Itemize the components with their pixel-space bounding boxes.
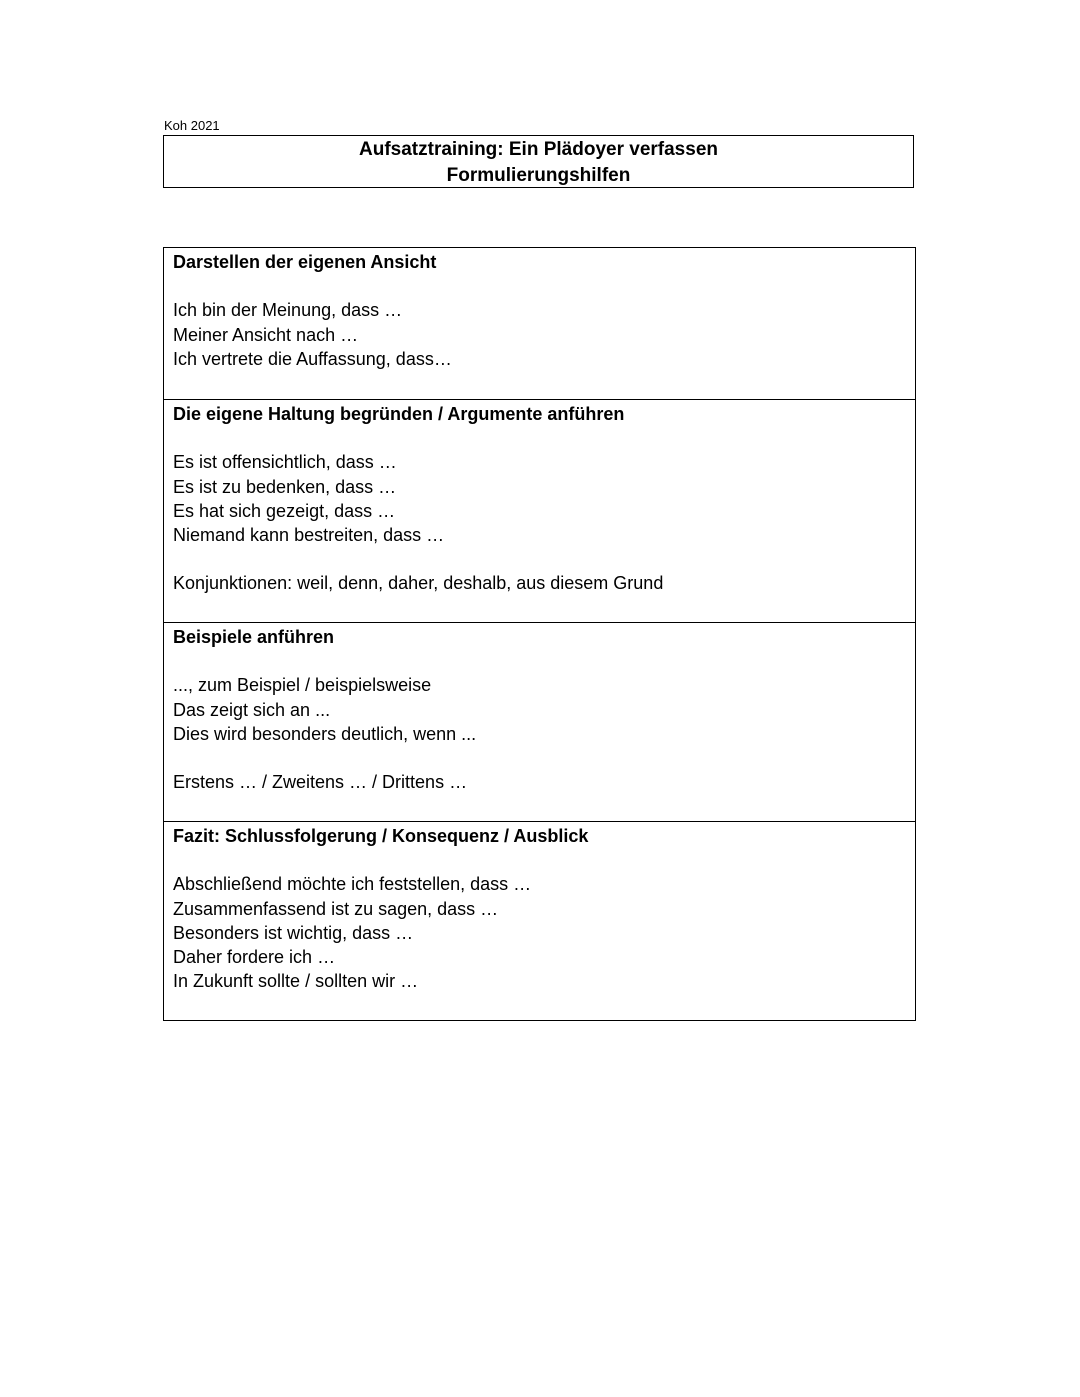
phrase-line: Das zeigt sich an ...: [173, 699, 331, 720]
section-examples: [164, 622, 915, 821]
phrase-line: Ich bin der Meinung, dass …: [173, 300, 403, 321]
phrase-line: Dies wird besonders deutlich, wenn ...: [173, 723, 477, 744]
phrase-line: Zusammenfassend ist zu sagen, dass …: [173, 898, 499, 919]
section-heading: Beispiele anführen: [173, 627, 335, 647]
section-arguments: [164, 399, 915, 622]
phrase-line: Es ist offensichtlich, dass …: [173, 452, 397, 473]
section-heading: Fazit: Schlussfolgerung / Konsequenz / Ausblick: [173, 826, 589, 846]
section-heading: Darstellen der eigenen Ansicht: [173, 252, 437, 272]
author-year: Koh 2021: [164, 118, 220, 133]
phrase-line: Es hat sich gezeigt, dass …: [173, 500, 396, 521]
phrase-line: Konjunktionen: weil, denn, daher, deshalb, aus diesem Grund: [173, 573, 664, 594]
document-subtitle: Formulierungshilfen: [446, 165, 631, 186]
title-box: [163, 135, 914, 188]
phrase-line: In Zukunft sollte / sollten wir …: [173, 971, 419, 992]
section-own-view: [164, 248, 915, 399]
phrase-line: Ich vertrete die Auffassung, dass…: [173, 348, 452, 369]
phrase-line: Erstens … / Zweitens … / Drittens …: [173, 772, 468, 793]
phrase-line: Besonders ist wichtig, dass …: [173, 922, 414, 943]
phrase-line: Daher fordere ich …: [173, 947, 336, 967]
phrase-line: ..., zum Beispiel / beispielsweise: [173, 675, 432, 696]
section-heading: Die eigene Haltung begründen / Argumente anführen: [173, 404, 625, 424]
document-title: Aufsatztraining: Ein Plädoyer verfassen: [359, 139, 718, 160]
phrase-line: Es ist zu bedenken, dass …: [173, 476, 397, 497]
phrase-line: Niemand kann bestreiten, dass …: [173, 525, 445, 545]
section-conclusion: [164, 821, 915, 1020]
phrase-line: Abschließend möchte ich feststellen, dass …: [173, 874, 532, 895]
phrase-sections-table: [163, 247, 916, 1021]
phrase-line: Meiner Ansicht nach …: [173, 324, 359, 345]
